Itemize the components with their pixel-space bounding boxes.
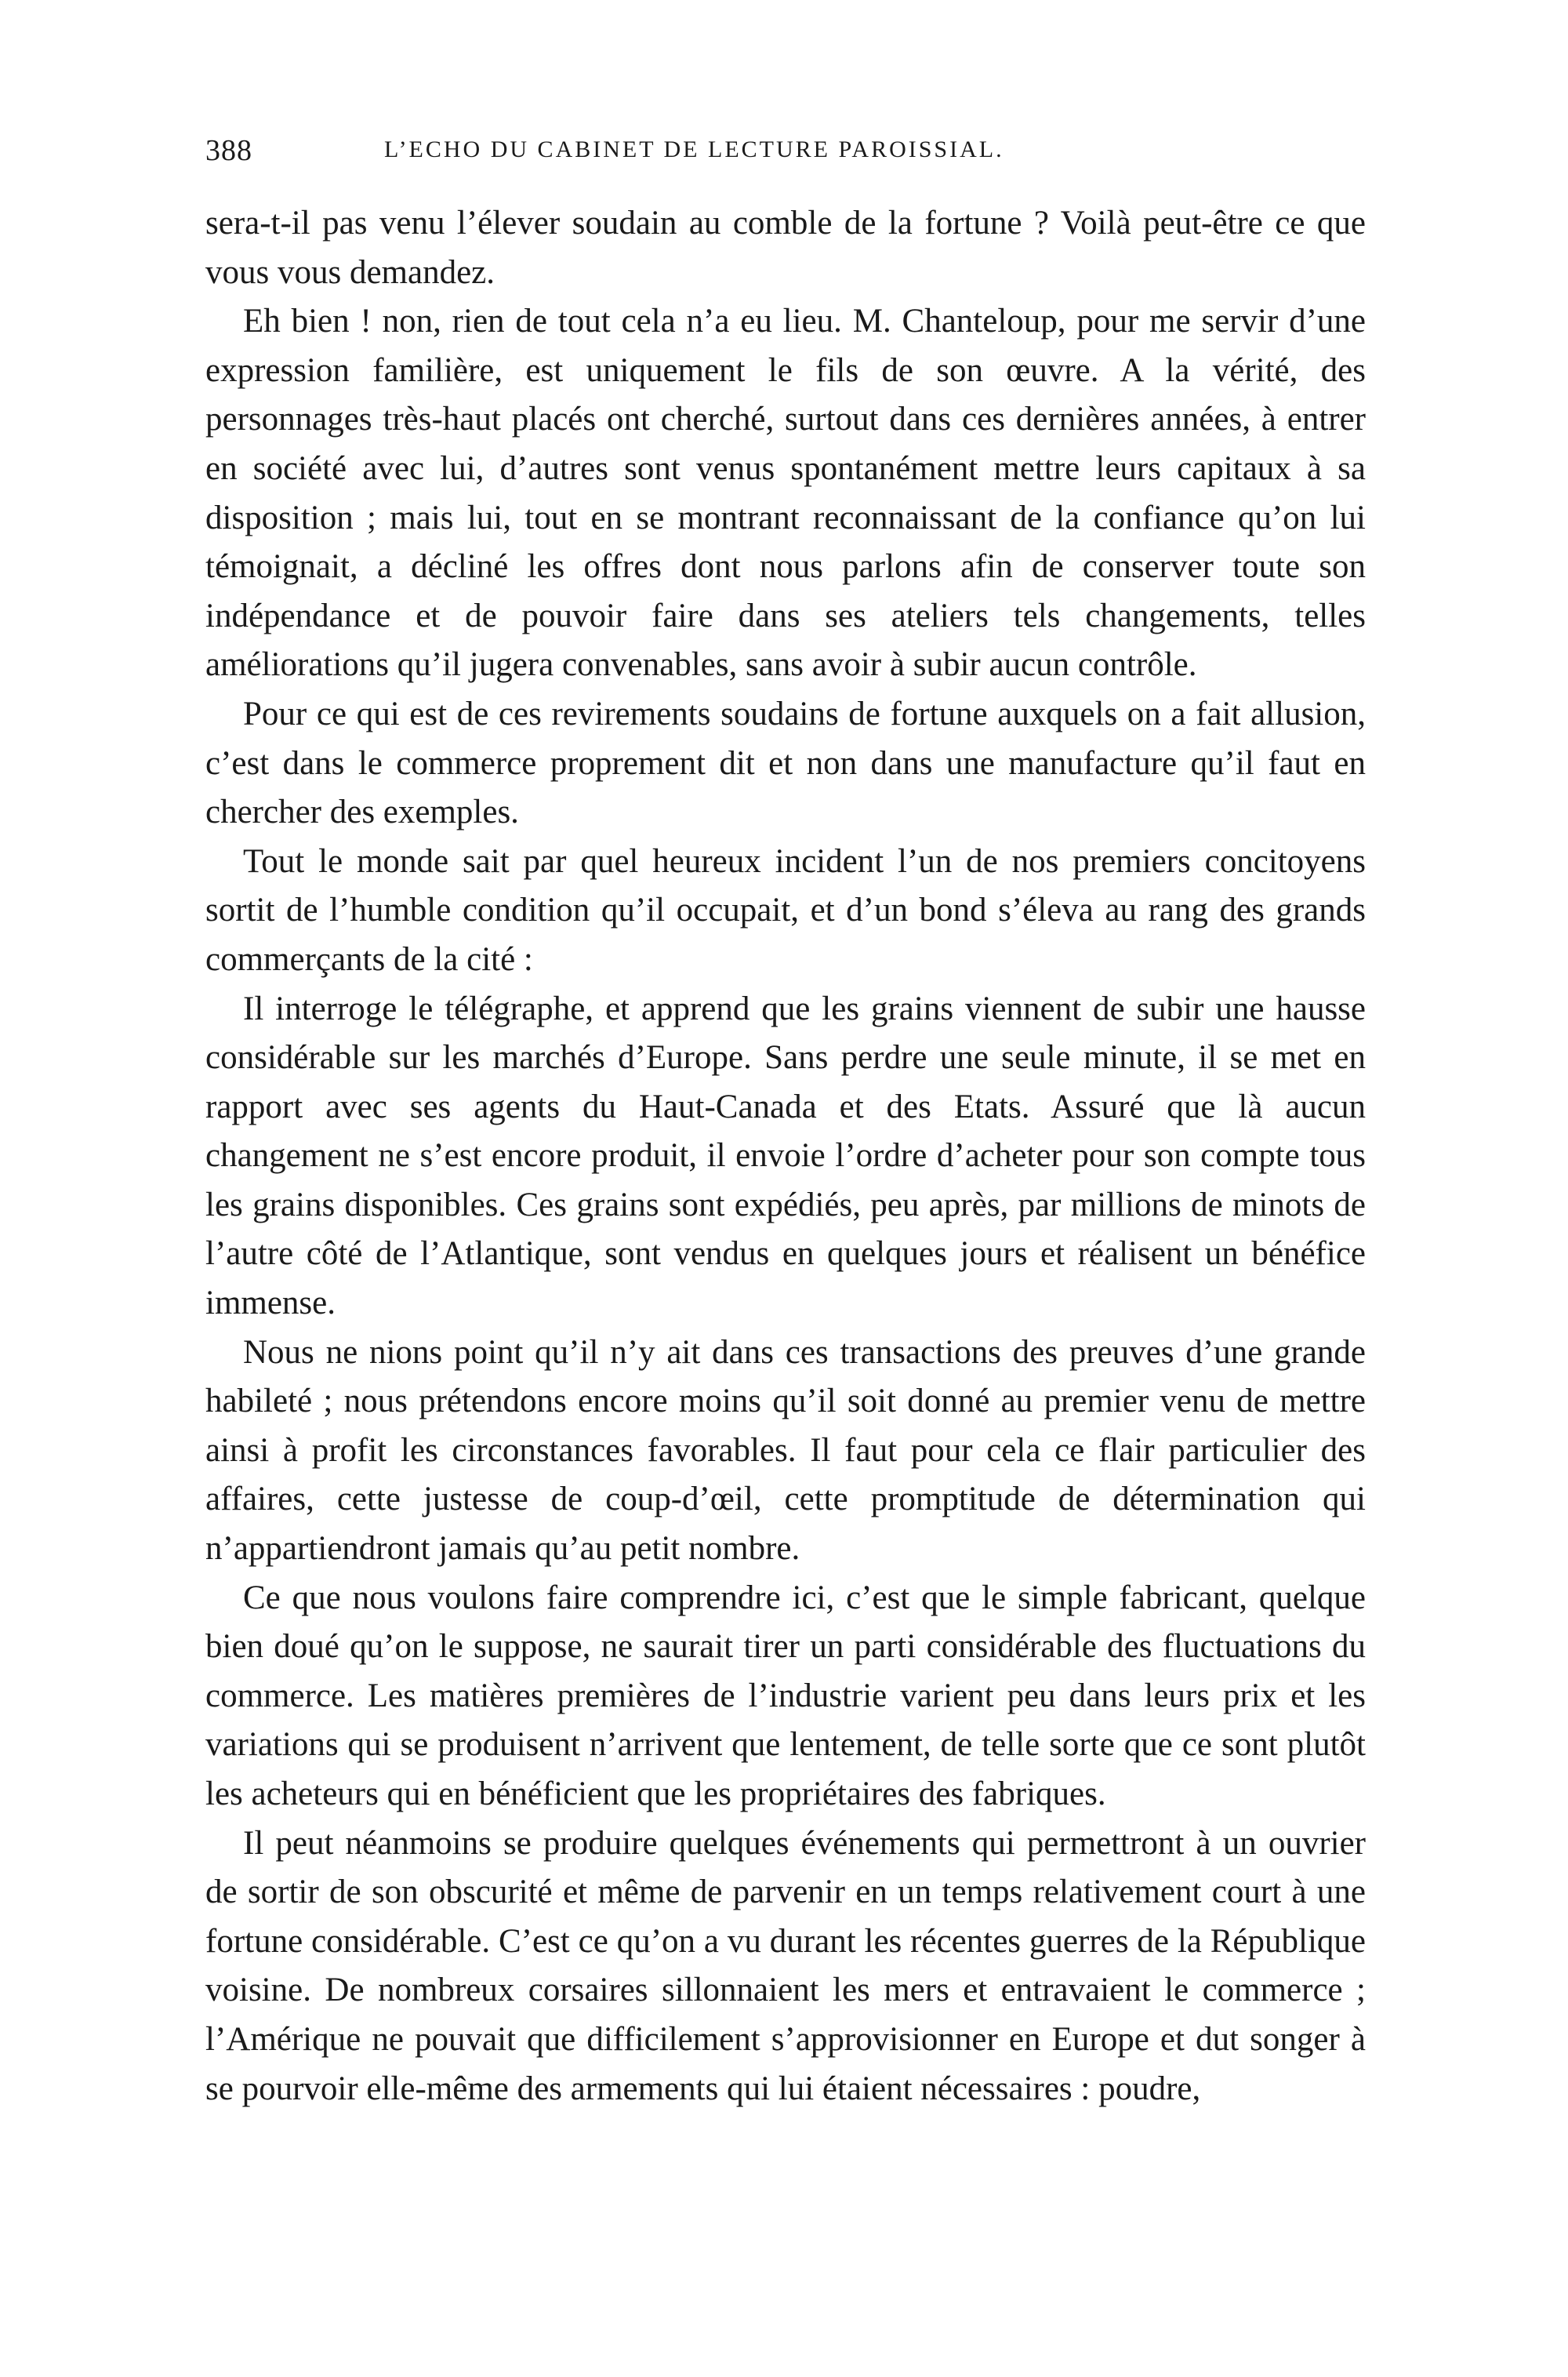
paragraph: Ce que nous voulons faire comprendre ici, c’est que le simple fabricant, quelque bien doué qu’on le suppose, ne saurait tirer un parti considérable des fluctuations du commerce. Les matières premières de l’industrie varient peu dans leurs prix et les variations qui se produisent n’arrivent que lentement, de telle sorte que ce sont plutôt les acheteurs qui en bénéficient que les propriétaires des fabriques.	[205, 1579, 1366, 1812]
running-title: L’ECHO DU CABINET DE LECTURE PAROISSIAL.	[384, 136, 1004, 162]
body-text	[205, 199, 1366, 2113]
paragraph: Il peut néanmoins se produire quelques événements qui permettront à un ouvrier de sortir de son obscurité et même de parvenir en un temps relativement court à une fortune considérable. C’est ce qu’on a vu durant les récentes guerres de la République voisine. De nombreux corsaires sillonnaient les mers et entravaient le commerce ; l’Amérique ne pouvait que difficilement s’approvisionner en Europe et dut songer à se pourvoir elle-même des armements qui lui étaient nécessaires : poudre,	[205, 1824, 1366, 2107]
paragraph: Pour ce qui est de ces revirements soudains de fortune auxquels on a fait allusion, c’est dans le commerce proprement dit et non dans une manufacture qu’il faut en chercher des exemples.	[205, 695, 1366, 831]
paragraph: Eh bien ! non, rien de tout cela n’a eu lieu. M. Chanteloup, pour me servir d’une expression familière, est uniquement le fils de son œuvre. A la vérité, des personnages très-haut placés ont cherché, surtout dans ces dernières années, à entrer en société avec lui, d’autres sont venus spontanément mettre leurs capitaux à sa disposition ; mais lui, tout en se montrant reconnaissant de la confiance qu’on lui témoignait, a décliné les offres dont nous parlons afin de conserver toute son indépendance et de pouvoir faire dans ses ateliers tels changements, telles améliorations qu’il jugera convenables, sans avoir à subir aucun contrôle.	[205, 303, 1366, 684]
paragraph: Tout le monde sait par quel heureux incident l’un de nos premiers concitoyens sortit de l’humble condition qu’il occupait, et d’un bond s’éleva au rang des grands commerçants de la cité :	[205, 842, 1366, 978]
paragraph-continuation: sera-t-il pas venu l’élever soudain au comble de la fortune ? Voilà peut-être ce que vous vous demandez.	[205, 205, 1366, 291]
paragraph: Il interroge le télégraphe, et apprend que les grains viennent de subir une hausse considérable sur les marchés d’Europe. Sans perdre une seule minute, il se met en rapport avec ses agents du Haut-Canada et des Etats. Assuré que là aucun changement ne s’est encore produit, il envoie l’ordre d’acheter pour son compte tous les grains disponibles. Ces grains sont expédiés, peu après, par millions de minots de l’autre côté de l’Atlantique, sont vendus en quelques jours et réalisent un bénéfice immense.	[205, 990, 1366, 1322]
book-page	[205, 133, 1366, 2113]
page-number: 388	[205, 134, 252, 167]
running-head	[205, 133, 1366, 180]
paragraph: Nous ne nions point qu’il n’y ait dans ces transactions des preuves d’une grande habileté ; nous prétendons encore moins qu’il soit donné au premier venu de mettre ainsi à profit les circonstances favorables. Il faut pour cela ce flair particulier des affaires, cette justesse de coup-d’œil, cette promptitude de détermination qui n’appartiendront jamais qu’au petit nombre.	[205, 1333, 1366, 1568]
